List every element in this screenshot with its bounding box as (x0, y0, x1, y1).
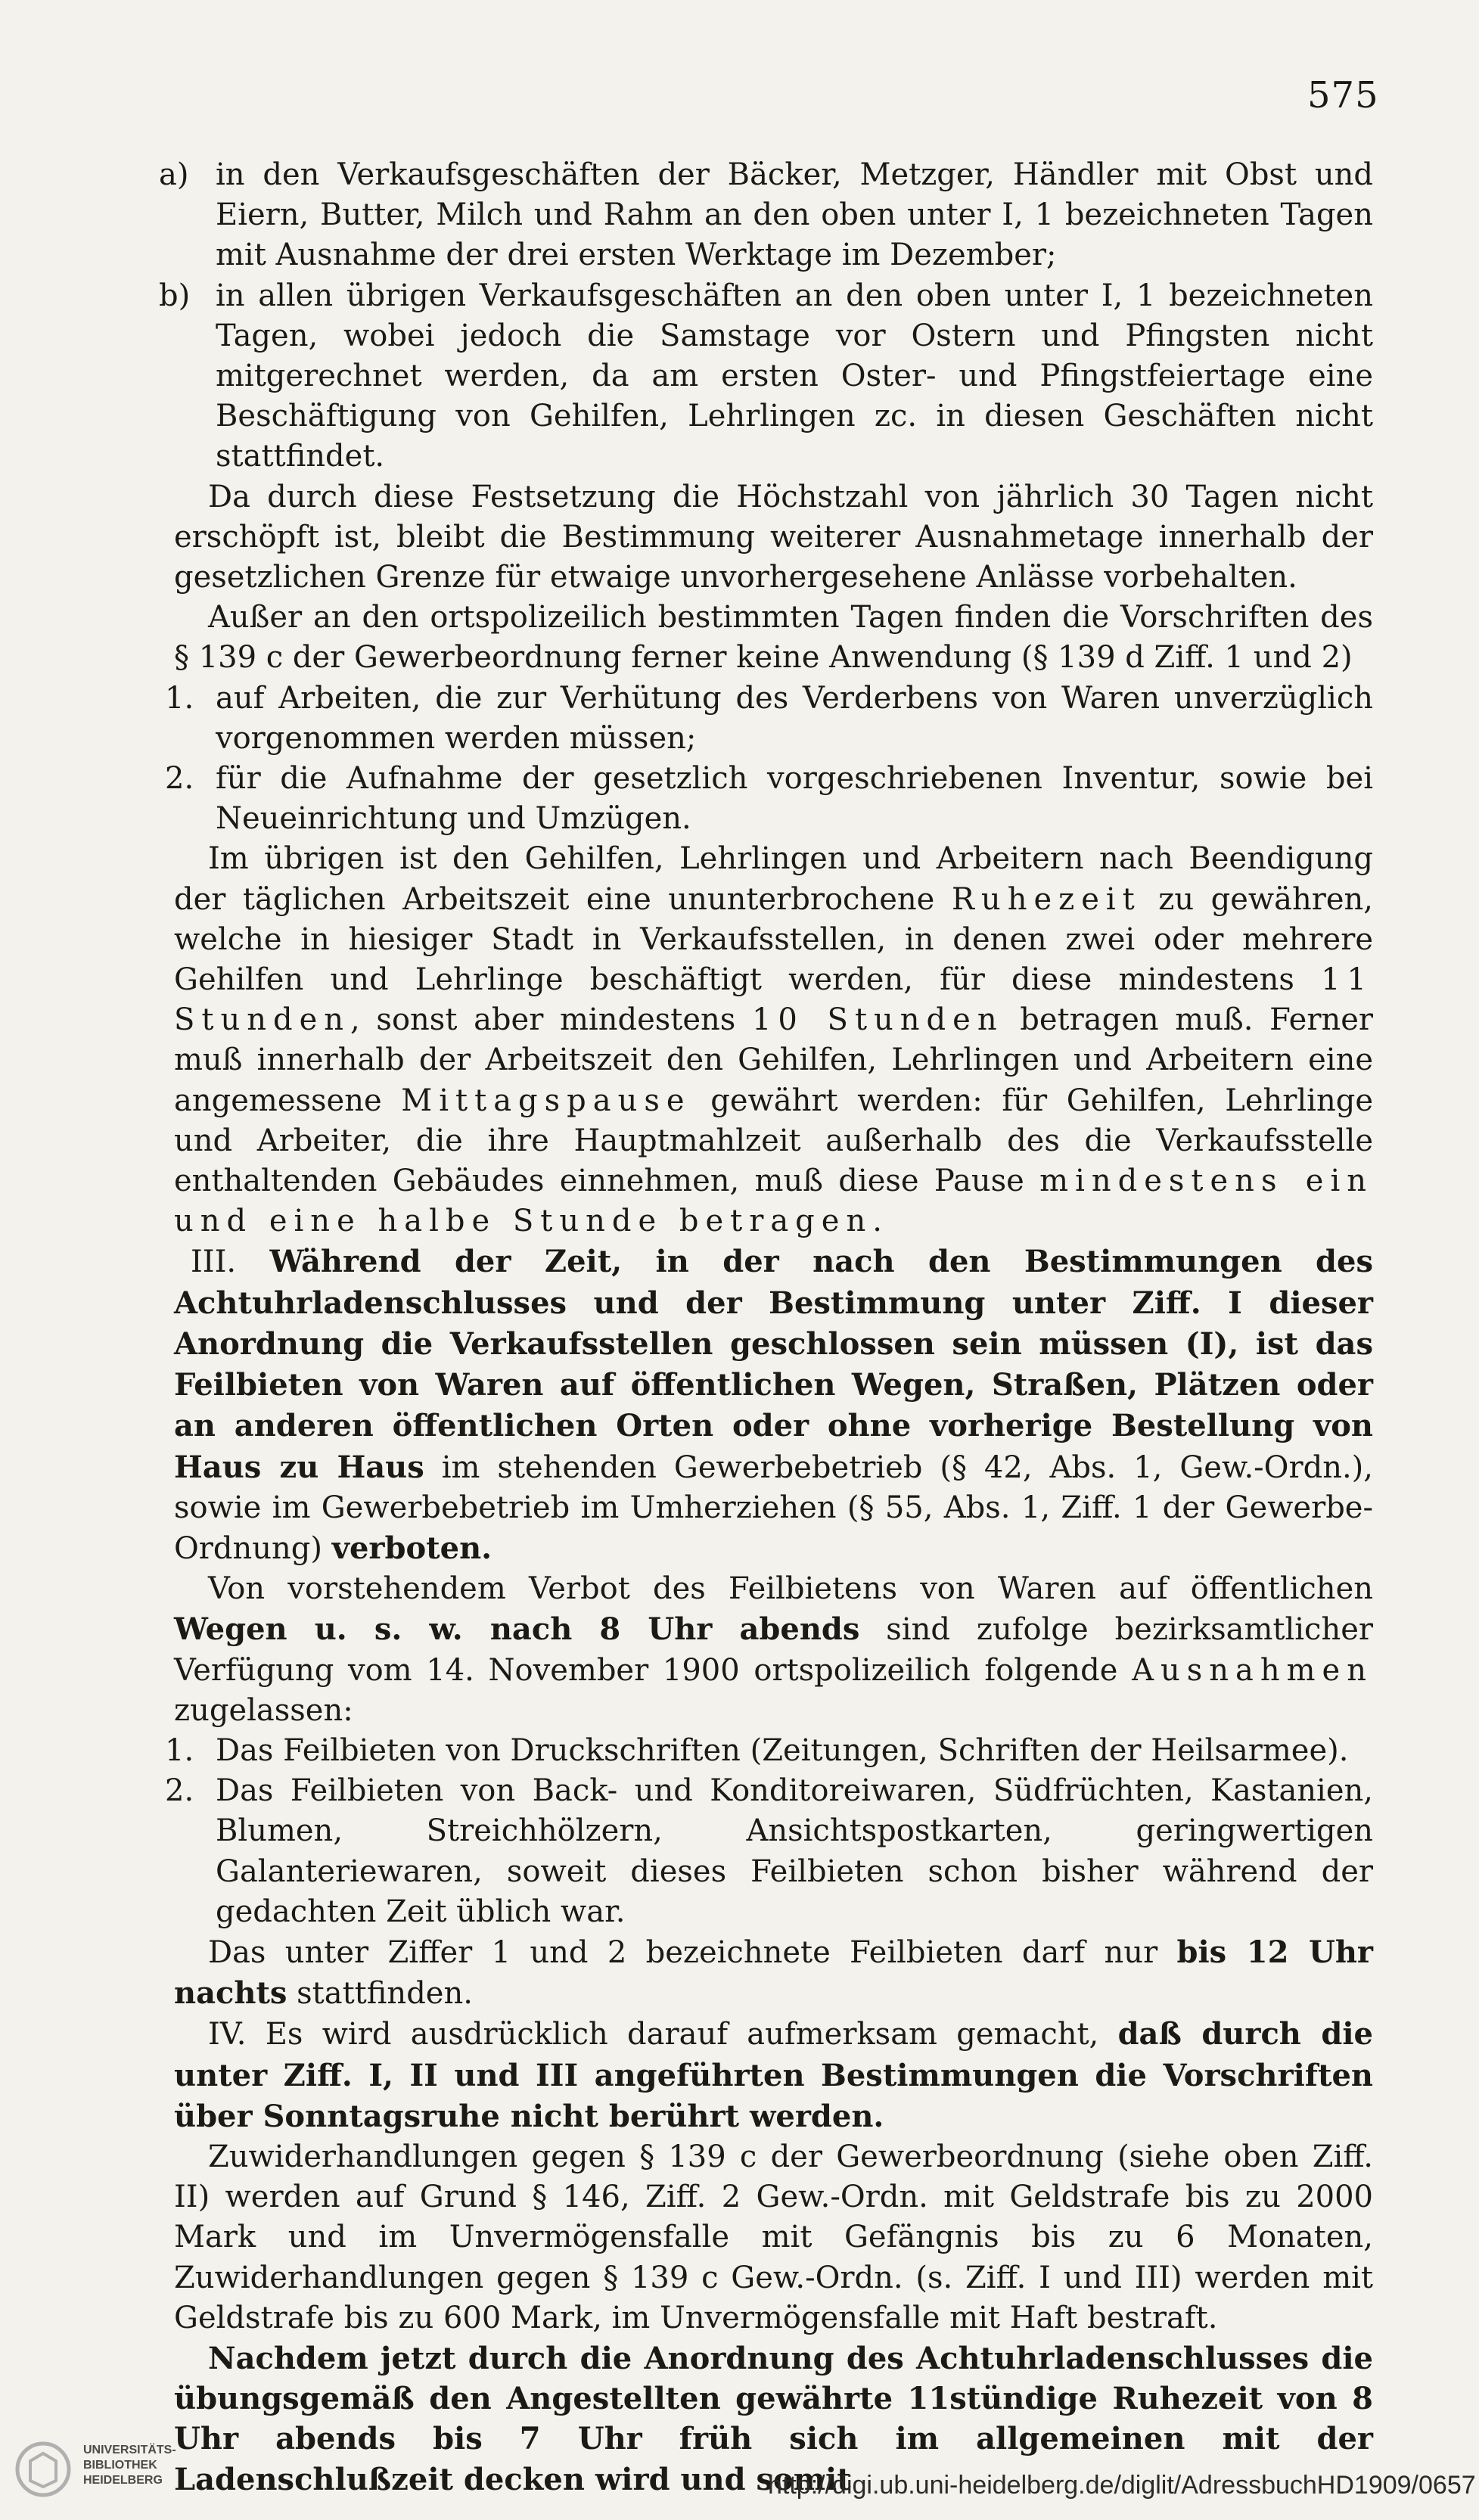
list-marker: 1. (165, 680, 194, 716)
list-item-druckschriften (165, 1731, 1373, 1771)
list-marker: 2. (165, 761, 194, 797)
paragraph-ausser: Außer an den ortspolizeilich bestimmten Tagen finden die Vorschriften des § 139 c der Gewerbeordnung ferner keine Anwendung (§ 139 d Ziff. 1 und 2) (174, 600, 1373, 676)
source-url-link[interactable]: http://digi.ub.uni-heidelberg.de/diglit/AdressbuchHD1909/0657 (768, 2471, 1476, 2500)
list-marker: 1. (165, 1732, 194, 1768)
bold-verboten: verboten. (331, 1530, 492, 1566)
emphasis-mittagspause: Mittagspause (401, 1083, 691, 1118)
text-run: gewährt werden: für Gehilfen, Lehrlinge und Arbeiter, die ihre Hauptmahlzeit außerhalb des die Verkaufsstelle enthaltenden Gebäudes einnehmen, muß diese Pause (174, 1083, 1373, 1199)
list-item-text: für die Aufnahme der gesetzlich vorgeschriebenen Inventur, sowie bei Neueinrichtung und Umzügen. (216, 761, 1373, 837)
list-item-backwaren (165, 1771, 1373, 1932)
paragraph-hoechstzahl: Da durch diese Festsetzung die Höchstzahl von jährlich 30 Tagen nicht erschöpft ist, bleibt die Bestimmung weiterer Ausnahmetage innerhalb der gesetzlichen Grenze für etwaige unvorhergesehene Anlässe vorbehalten. (174, 479, 1373, 595)
paragraph-nachts (174, 1932, 1373, 2014)
bold-text: Während der Zeit, in der nach den Bestimmungen des Achtuhrladenschlusses und der Bestimmung unter Ziff. I dieser Anordnung die Verkaufsstellen geschlossen sein müssen (I), ist das Feilbieten von Waren auf öffentlichen Wegen, Straßen, Plätzen oder an anderen öffentlichen Orten oder ohne vorherige Bestellung von Haus zu Haus (174, 1244, 1373, 1485)
list-item-arbeiten (165, 679, 1373, 759)
list-item-text: in den Verkaufsgeschäften der Bäcker, Metzger, Händler mit Obst und Eiern, Butter, Milch und Rahm an den oben unter I, 1 bezeichneten Tagen mit Ausnahme der drei ersten Werktage im Dezember; (216, 157, 1373, 273)
paragraph-sonntagsruhe (174, 2014, 1373, 2137)
logo-line: BIBLIOTHEK (83, 2459, 157, 2472)
page-body (159, 155, 1374, 2500)
logo-line: HEIDELBERG (83, 2474, 163, 2487)
list-item-text: auf Arbeiten, die zur Verhütung des Verderbens von Waren unverzüglich vorgenommen werden müssen; (216, 680, 1373, 756)
text-run: Im übrigen ist den Gehilfen, Lehrlingen und Arbeitern nach Beendigung der täglichen Arbeitszeit eine ununterbrochene (174, 841, 1373, 917)
list-item-text: Das Feilbieten von Druckschriften (Zeitungen, Schriften der Heilsarmee). (216, 1732, 1349, 1768)
emphasis-10-stunden: 10 Stunden (751, 1002, 1004, 1038)
text-run: zugelassen: (174, 1692, 353, 1728)
list-item-text: Das Feilbieten von Back- und Konditoreiwaren, Südfrüchten, Kastanien, Blumen, Streichhölzern, Ansichtspostkarten, geringwertigen Galanteriewaren, soweit dieses Feilbieten schon bisher während der gedachten Zeit üblich war. (216, 1773, 1373, 1929)
paragraph-nachdem: Nachdem jetzt durch die Anordnung des Achtuhrladenschlusses die übungsgemäß den Angestellten gewährte 11stündige Ruhezeit von 8 Uhr abends bis 7 Uhr früh sich im allgemeinen mit der Ladenschlußzeit decken wird und somit (174, 2340, 1373, 2497)
logo-line: UNIVERSITÄTS- (83, 2444, 176, 2456)
paragraph-ruhezeit (174, 839, 1373, 1241)
paragraph-zuwiderhandlungen: Zuwiderhandlungen gegen § 139 c der Gewerbeordnung (siehe oben Ziff. II) werden auf Grund § 146, Ziff. 2 Gew.-Ordn. mit Geldstrafe bis zu 2000 Mark und im Unvermögensfalle mit Gefängnis bis zu 6 Monaten, Zuwiderhandlungen gegen § 139 c Gew.-Ordn. (s. Ziff. I und III) werden mit Geldstrafe bis zu 600 Mark, im Unvermögensfalle mit Haft bestraft. (174, 2139, 1373, 2335)
list-marker: a) (159, 157, 189, 192)
text-run: sind zufolge bezirksamtlicher Verfügung vom 14. November 1900 ortspolizeilich folgende (174, 1612, 1373, 1688)
page-number: 575 (1307, 74, 1379, 117)
text-run: betragen muß. Ferner muß innerhalb der Arbeitszeit den Gehilfen, Lehrlingen und Arbeitern eine angemessene (174, 1002, 1373, 1118)
emphasis-11-stunden: 11 Stunden (174, 962, 1373, 1038)
text-run: IV. Es wird ausdrücklich darauf aufmerksam gemacht, (208, 2017, 1118, 2052)
text-run: im stehenden Gewerbebetrieb (§ 42, Abs. 1, Gew.-Ordn.), sowie im Gewerbebetrieb im Umherziehen (§ 55, Abs. 1, Ziff. 1 der Gewerbe-Ordnung) (174, 1450, 1373, 1566)
emphasis-ausnahmen: Ausnahmen (1132, 1652, 1373, 1688)
university-seal-icon (14, 2440, 73, 2499)
paragraph-ausnahmen (174, 1569, 1373, 1731)
logo-text (83, 2443, 176, 2488)
text-run: stattfinden. (287, 1976, 473, 2012)
bold-text: bis 12 Uhr nachts (174, 1934, 1373, 2012)
footer (0, 2432, 1479, 2520)
bold-text: Wegen u. s. w. nach 8 Uhr abends (174, 1611, 860, 1648)
list-marker: b) (159, 278, 191, 313)
text-run: Von vorstehendem Verbot des Feilbietens von Waren auf öffentlichen (208, 1571, 1373, 1607)
emphasis-mindestens: mindestens ein und eine halbe Stunde betragen. (174, 1164, 1374, 1239)
list-item-b (159, 276, 1373, 477)
list-marker: 2. (165, 1773, 194, 1809)
section-numeral: III. (191, 1244, 237, 1280)
text-run: Das unter Ziffer 1 und 2 bezeichnete Feilbieten darf nur (208, 1934, 1177, 1970)
emphasis-ruhezeit: Ruhezeit (951, 881, 1142, 917)
paragraph-feilbieten (174, 1241, 1373, 1569)
list-item-a (159, 155, 1373, 276)
library-logo[interactable] (14, 2432, 195, 2508)
text-run: , sonst aber mindestens (350, 1002, 752, 1038)
bold-text: daß durch die unter Ziff. I, II und III angeführten Bestimmungen die Vorschriften über Sonntagsruhe nicht berührt werden. (174, 2016, 1373, 2134)
text-run: zu gewähren, welche in hiesiger Stadt in Verkaufsstellen, in denen zwei oder mehrere Gehilfen und Lehrlinge beschäftigt werden, für diese mindestens (174, 881, 1373, 998)
list-item-inventur (165, 759, 1373, 839)
list-item-text: in allen übrigen Verkaufsgeschäften an den oben unter I, 1 bezeichneten Tagen, wobei jedoch die Samstage vor Ostern und Pfingsten nicht mitgerechnet werden, da am ersten Oster- und Pfingstfeiertage eine Beschäftigung von Gehilfen, Lehrlingen zc. in diesen Geschäften nicht stattfindet. (216, 278, 1373, 474)
